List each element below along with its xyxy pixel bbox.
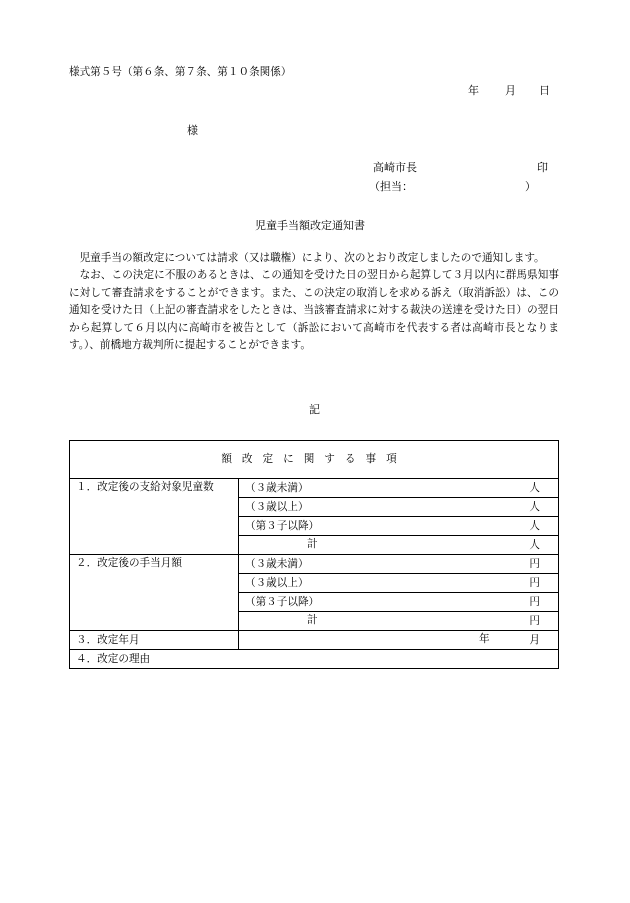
table-row: [70, 650, 559, 669]
date-year-label: 年: [468, 84, 479, 97]
body-paragraph-1: 児童手当の額改定については請求（又は職権）により、次のとおり改定しましたので通知します。: [79, 252, 545, 264]
form-number: 様式第５号（第６条、第７条、第１０条関係）: [69, 66, 292, 78]
section1-row-under3: [239, 479, 559, 498]
row-label: （３歳以上）: [245, 576, 309, 589]
row-unit: 円: [529, 614, 540, 627]
section3-month: 月: [529, 633, 540, 646]
addressee-suffix: 様: [187, 124, 198, 137]
row-unit: 人: [529, 481, 540, 494]
section2-row-total: [239, 612, 559, 631]
table-row: [70, 631, 559, 650]
row-unit: 人: [529, 519, 540, 532]
body-text: [69, 250, 559, 354]
total-label: 計: [307, 614, 318, 626]
row-unit: 円: [529, 557, 540, 570]
document-title: 児童手当額改定通知書: [255, 219, 365, 232]
row-unit: 人: [529, 500, 540, 513]
section2-label: ２．改定後の手当月額: [70, 555, 239, 631]
body-paragraph-2: なお、この決定に不服のあるときは、この通知を受けた日の翌日から起算して３月以内に群馬県知事に対して審査請求をすることができます。また、この決定の取消しを求める訴え（取消訴訟）は、この通知を受けた日（上記の審査請求をしたときは、当該審査請求に対する裁決の送達を受けた日）の翌日から起算して６月以内に高崎市を被告として（訴訟において高崎市を代表する者は高崎市長となります。）、前橋地方裁判所に提起することができます。: [69, 269, 559, 352]
section2-row-under3: [239, 555, 559, 574]
row-unit: 円: [529, 595, 540, 608]
row-label: （第３子以降）: [245, 595, 320, 608]
section1-label: １．改定後の支給対象児童数: [70, 479, 239, 555]
section3-value: [239, 631, 559, 650]
row-unit: 人: [529, 538, 540, 551]
row-label: （３歳未満）: [245, 557, 309, 570]
section1-row-third-child: [239, 517, 559, 536]
issuer-contact-close: ）: [525, 180, 536, 193]
issuer-seal: 印: [537, 161, 548, 174]
section2-row-over3: [239, 574, 559, 593]
detail-table: [69, 440, 559, 669]
section3-year: 年: [479, 633, 490, 645]
row-label: （第３子以降）: [245, 519, 320, 532]
issuer-contact-open: （担当：: [369, 180, 413, 193]
table-header: 額改定に関する事項: [70, 441, 559, 479]
total-label: 計: [307, 538, 318, 550]
date-month-label: 月: [505, 84, 516, 97]
row-unit: 円: [529, 576, 540, 589]
section2-row-third-child: [239, 593, 559, 612]
row-label: （３歳以上）: [245, 500, 309, 513]
table-row: [70, 479, 559, 498]
ki-heading: 記: [309, 403, 320, 416]
table-row: [70, 555, 559, 574]
section1-row-total: [239, 536, 559, 555]
issuer-name: 高崎市長: [373, 161, 417, 174]
section1-row-over3: [239, 498, 559, 517]
row-label: （３歳未満）: [245, 481, 309, 494]
section3-label: ３．改定年月: [70, 631, 239, 650]
section4-label: ４．改定の理由: [70, 650, 559, 669]
date-day-label: 日: [539, 84, 550, 97]
